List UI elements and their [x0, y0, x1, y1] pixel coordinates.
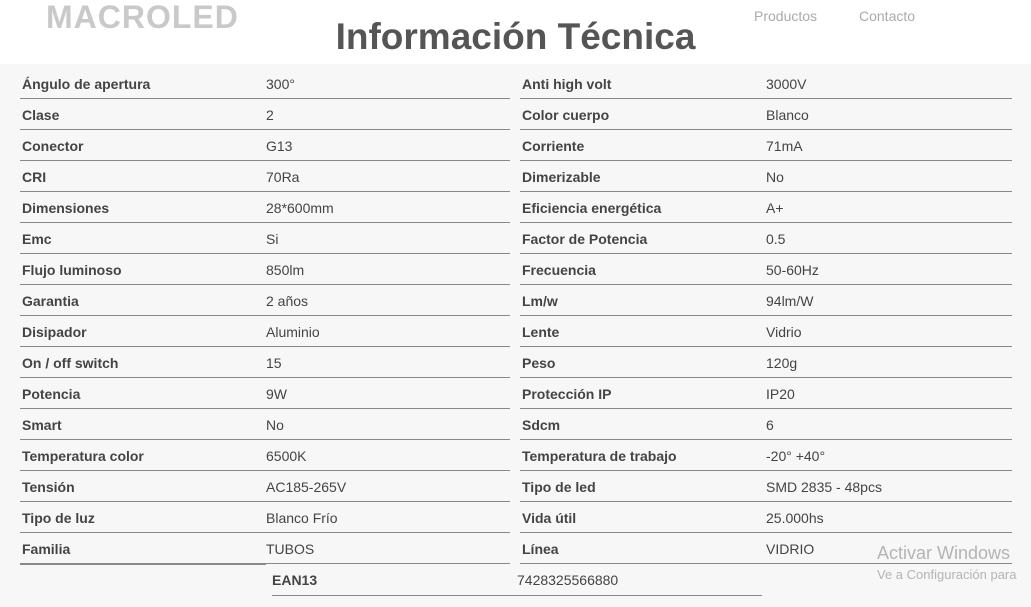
spec-value: 25.000hs [766, 502, 1012, 533]
spec-row [20, 285, 1012, 316]
spec-row [20, 161, 1012, 192]
spec-value: Vidrio [766, 316, 1012, 347]
spec-label: Vida útil [520, 502, 1012, 533]
spec-label: Ángulo de apertura [20, 68, 510, 99]
ean-label: EAN13 [272, 572, 318, 588]
brand-logo[interactable]: MACROLED [46, 0, 239, 35]
spec-label: Potencia [20, 378, 510, 409]
spec-value: 2 [266, 99, 510, 130]
nav-link-contacto[interactable]: Contacto [859, 8, 916, 24]
spec-label: CRI [20, 161, 510, 192]
spec-value: 850lm [266, 254, 510, 285]
spec-row [20, 254, 1012, 285]
spec-label: Color cuerpo [520, 99, 1012, 130]
spec-label: Peso [520, 347, 1012, 378]
spec-row [20, 502, 1012, 533]
spec-value: AC185-265V [266, 471, 510, 502]
spec-label: Temperatura de trabajo [520, 440, 1012, 471]
spec-row [20, 99, 1012, 130]
spec-label: Eficiencia energética [520, 192, 1012, 223]
spec-row [20, 68, 1012, 99]
spec-value: A+ [766, 192, 1012, 223]
spec-label: Frecuencia [520, 254, 1012, 285]
windows-activation-watermark [877, 543, 1016, 582]
spec-label: Anti high volt [520, 68, 1012, 99]
spec-value: 94lm/W [766, 285, 1012, 316]
spec-row [20, 409, 1012, 440]
spec-label: Tipo de luz [20, 502, 510, 533]
spec-label: Flujo luminoso [20, 254, 510, 285]
spec-label: Emc [20, 223, 510, 254]
table-divider [20, 564, 266, 565]
spec-row [20, 440, 1012, 471]
spec-value: 71mA [766, 130, 1012, 161]
spec-value: Si [266, 223, 510, 254]
spec-value: 0.5 [766, 223, 1012, 254]
spec-label: Sdcm [520, 409, 1012, 440]
ean-row [272, 565, 762, 596]
spec-value: 9W [266, 378, 510, 409]
watermark-subtitle: Ve a Configuración para [877, 567, 1017, 582]
spec-value: 3000V [766, 68, 1012, 99]
spec-row [20, 471, 1012, 502]
spec-row [20, 347, 1012, 378]
spec-label: Lente [520, 316, 1012, 347]
spec-label: Protección IP [520, 378, 1012, 409]
spec-value: 6500K [266, 440, 510, 471]
nav-link-productos[interactable]: Productos [754, 8, 818, 24]
spec-row [20, 378, 1012, 409]
spec-value: SMD 2835 - 48pcs [766, 471, 1012, 502]
site-header [0, 0, 1031, 64]
spec-label: Corriente [520, 130, 1012, 161]
spec-value: 300° [266, 68, 510, 99]
spec-label: Tensión [20, 471, 510, 502]
spec-label: Dimensiones [20, 192, 510, 223]
spec-value: 50-60Hz [766, 254, 1012, 285]
spec-value: Blanco [766, 99, 1012, 130]
spec-value: 15 [266, 347, 510, 378]
spec-value: IP20 [766, 378, 1012, 409]
spec-label: Dimerizable [520, 161, 1012, 192]
spec-row [20, 192, 1012, 223]
spec-label: Línea [520, 533, 1012, 564]
watermark-title: Activar Windows [877, 543, 1011, 563]
spec-value: 28*600mm [266, 192, 510, 223]
spec-value: G13 [266, 130, 510, 161]
spec-value: Blanco Frío [266, 502, 510, 533]
spec-value: 6 [766, 409, 1012, 440]
spec-label: Disipador [20, 316, 510, 347]
spec-label: Smart [20, 409, 510, 440]
spec-label: Conector [20, 130, 510, 161]
spec-value: 120g [766, 347, 1012, 378]
spec-row [20, 316, 1012, 347]
spec-table [20, 68, 1012, 564]
spec-label: Tipo de led [520, 471, 1012, 502]
spec-label: On / off switch [20, 347, 510, 378]
spec-value: Aluminio [266, 316, 510, 347]
spec-label: Garantia [20, 285, 510, 316]
page-title: Información Técnica [335, 16, 696, 57]
spec-value: -20° +40° [766, 440, 1012, 471]
spec-value: 70Ra [266, 161, 510, 192]
spec-label: Familia [20, 533, 510, 564]
spec-label: Temperatura color [20, 440, 510, 471]
spec-row [20, 130, 1012, 161]
spec-label: Clase [20, 99, 510, 130]
spec-value: No [766, 161, 1012, 192]
spec-row [20, 223, 1012, 254]
spec-value: No [266, 409, 510, 440]
spec-value: TUBOS [266, 533, 510, 564]
spec-label: Factor de Potencia [520, 223, 1012, 254]
spec-value: VIDRIO [766, 533, 1012, 564]
spec-label: Lm/w [520, 285, 1012, 316]
spec-row [20, 533, 1012, 564]
ean-value: 7428325566880 [517, 572, 619, 588]
spec-value: 2 años [266, 285, 510, 316]
